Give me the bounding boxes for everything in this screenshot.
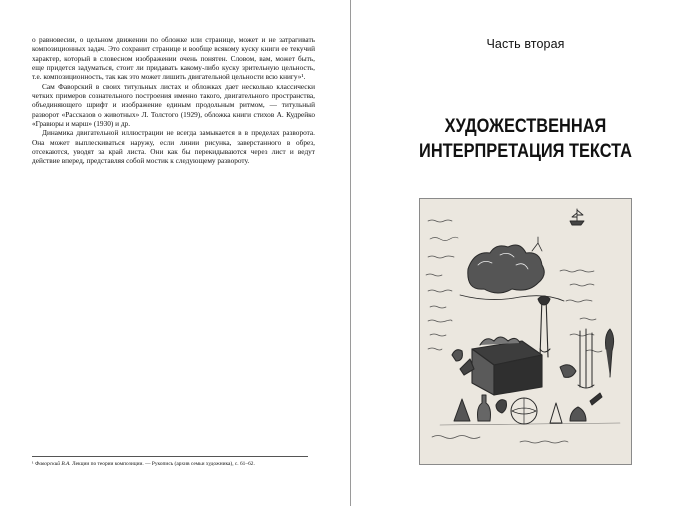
manuscript-sketch-illustration [419, 198, 632, 465]
section-title-line: ХУДОЖЕСТВЕННАЯ [444, 115, 607, 137]
paragraph: о равновесии, о цельном движении по обложке или странице, может и не затрагивать композиционных задач. Это сохранит странице и вообще всякому куску книги ее текучий характер, который в словесном изображении очень понятен. Словом, вам, может быть, еще придется задуматься, стоит ли придавать какому-либо куску зрительную цельность, т.е. композиционность, так как это может лишить двигательной цельности всю книгу»¹. [32, 35, 315, 82]
section-title-line: ИНТЕРПРЕТАЦИЯ ТЕКСТА [419, 140, 632, 162]
section-title [379, 114, 672, 164]
footnote-rule [32, 456, 308, 457]
footnote-marker: ¹ [32, 461, 34, 467]
footnote [32, 461, 317, 468]
footnote-text: Лекции по теории композиции. — Рукопись (архив семьи художника), с. 61–62. [71, 461, 255, 467]
right-page [351, 0, 700, 506]
part-title: Часть вторая [486, 37, 565, 51]
paragraph: Динамика двигательной иллюстрации не всегда замыкается в в пределах разворота. Она может выплескиваться наружу, если линии рисунка, заверстанного в обрез, отсекаются, уводят за край листа. Они как бы перекидываются через лист и ведут действие вперед, представляя собой мостик к следующему развороту. [32, 128, 315, 166]
paragraph: Сам Фаворский в своих титульных листах и обложках дает несколько классически четких примеров сознательного построения именно такого, двигательного пространства, объединяющего шрифт и изображение единым продольным ритмом, — титульный разворот «Рассказов о животных» Л. Толстого (1929), обложка книги стихов А. Кудрейко «Гравюры и марш» (1930) и др. [32, 81, 315, 129]
footnote-author: Фаворский В.А. [34, 461, 71, 467]
body-text [32, 35, 315, 166]
